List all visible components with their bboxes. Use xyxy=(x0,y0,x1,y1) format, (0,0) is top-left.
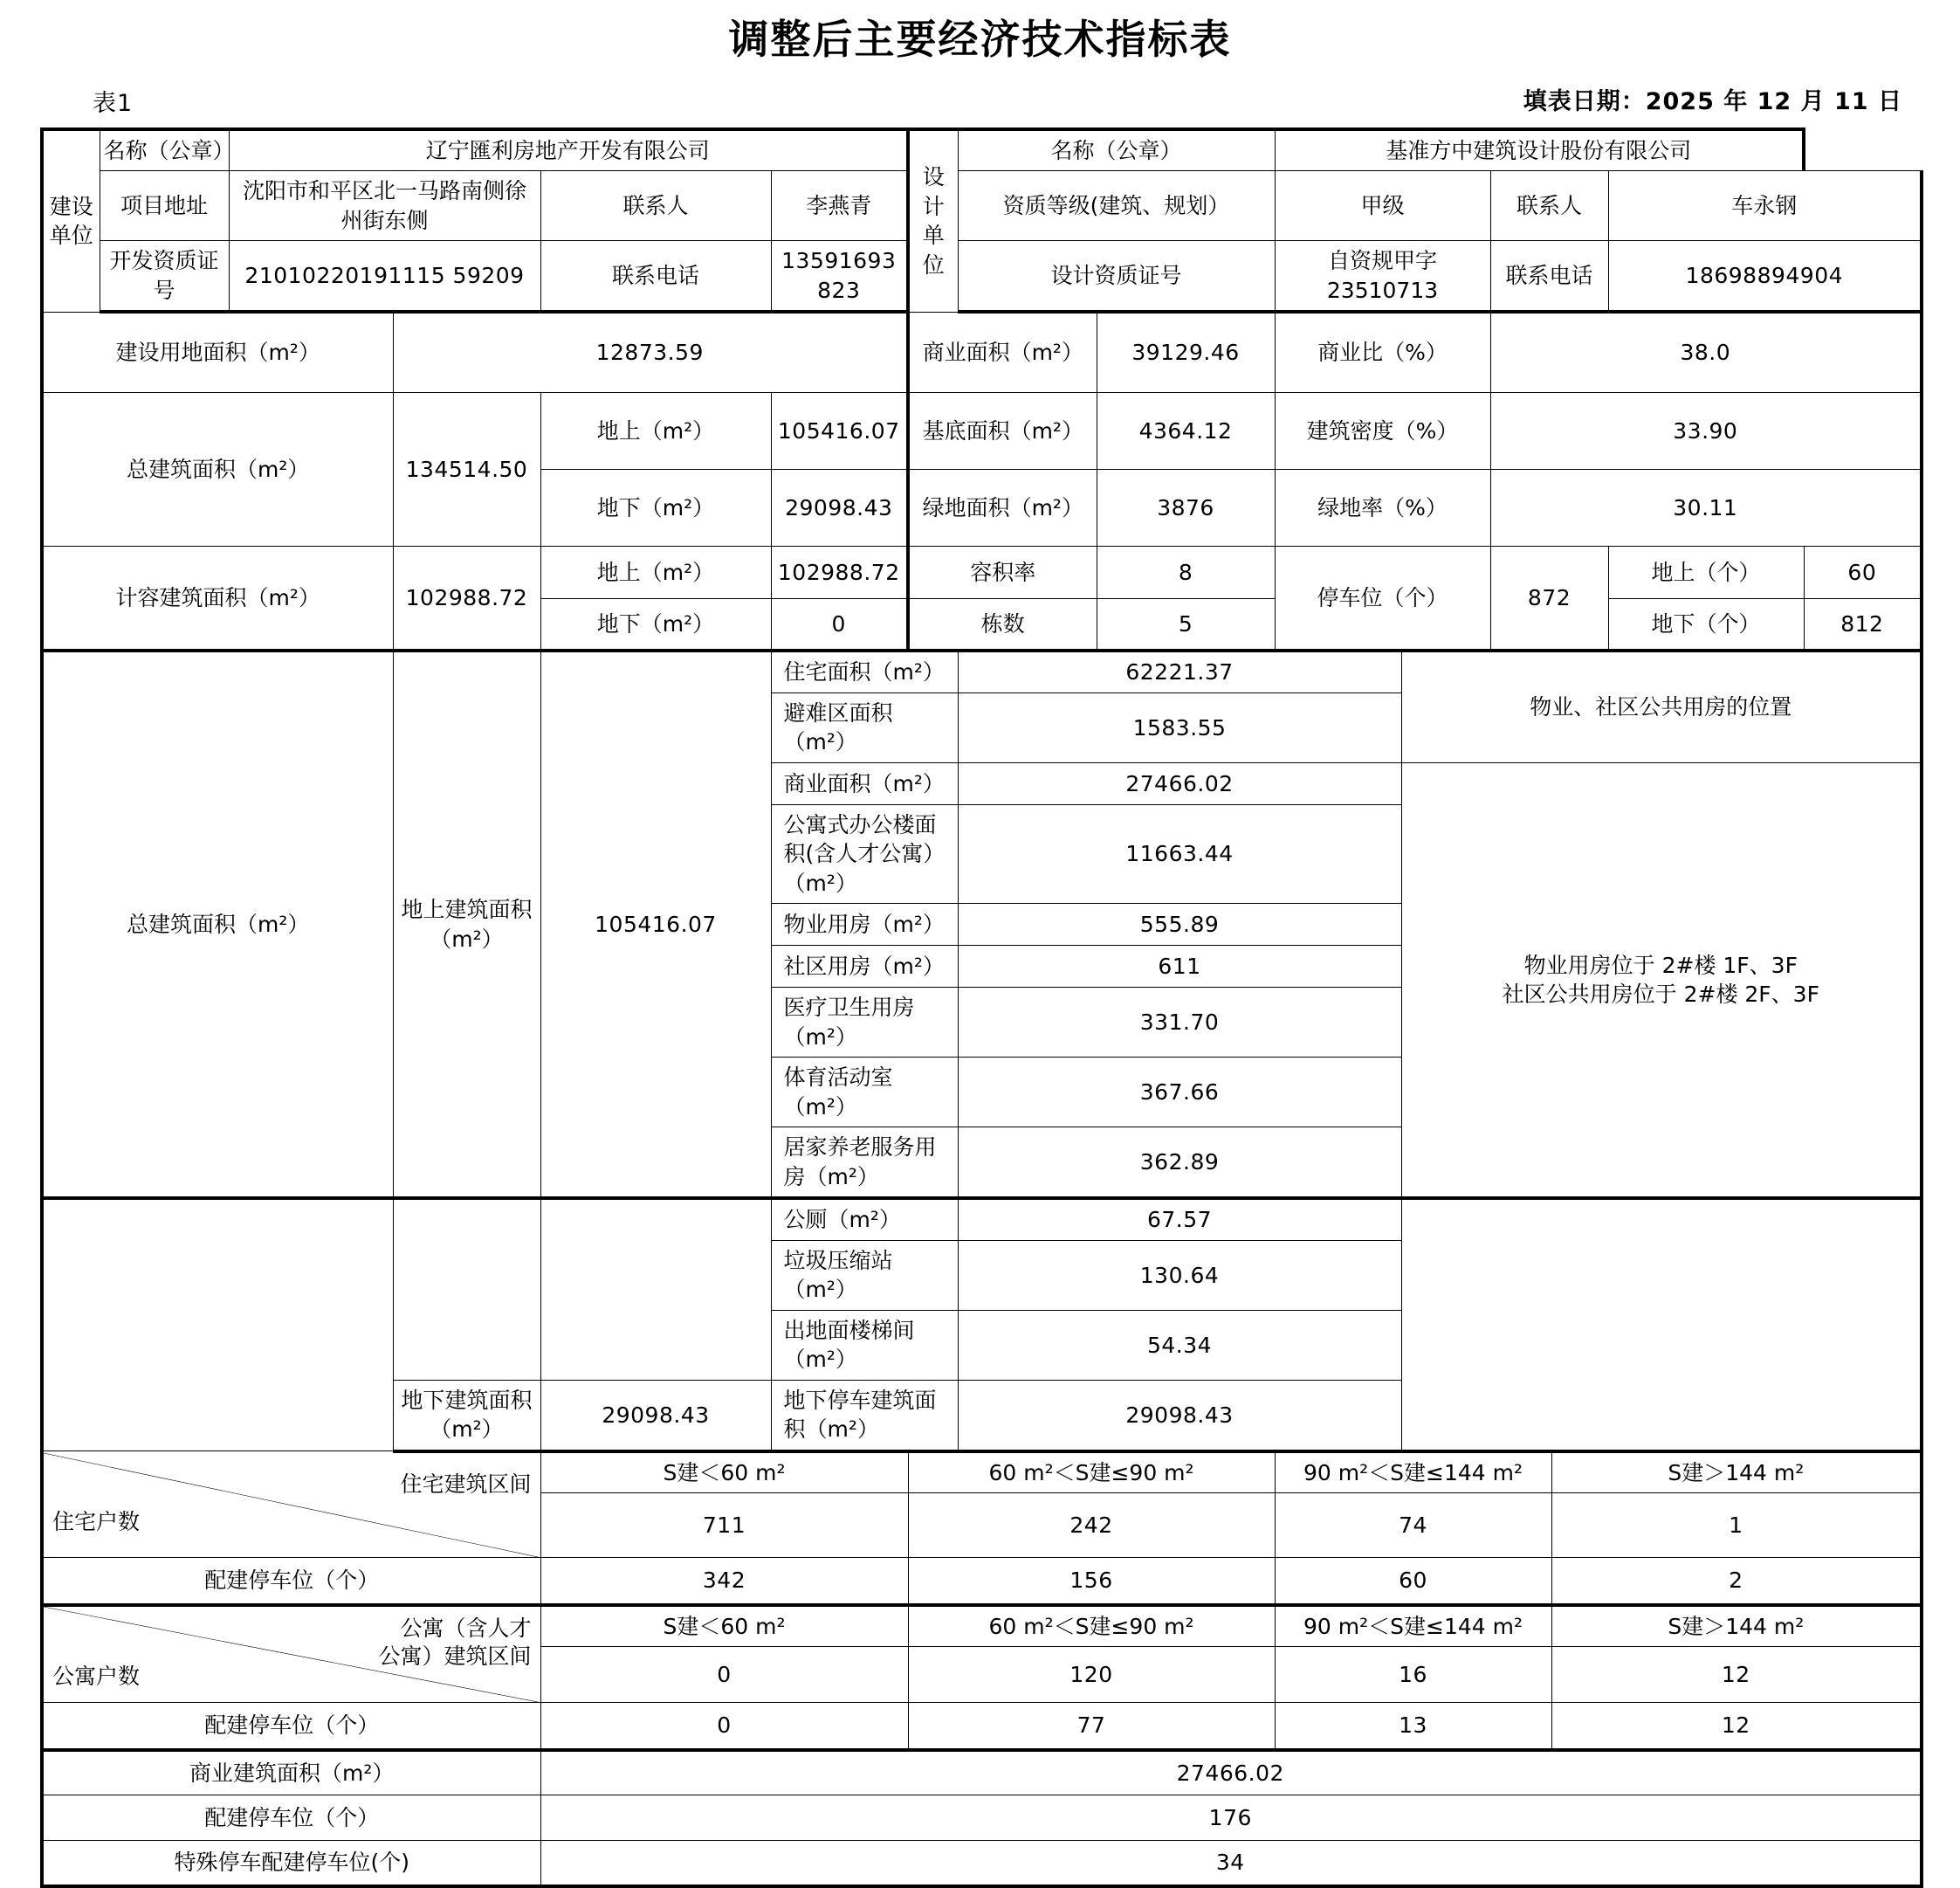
parking-above-value: 60 xyxy=(1804,546,1922,598)
apartment-households-0: 0 xyxy=(540,1647,908,1703)
breakdown-item-label: 社区用房（m²） xyxy=(771,946,958,988)
breakdown-item-value: 331.70 xyxy=(958,988,1401,1058)
page-title: 调整后主要经济技术指标表 xyxy=(728,16,1232,63)
far-label: 容积率 xyxy=(908,546,1097,598)
breakdown-item-label: 居家养老服务用房（m²） xyxy=(771,1127,958,1199)
base-area-label: 基底面积（m²） xyxy=(908,392,1097,469)
apartment-range-title-line1: 公寓（含人才 xyxy=(400,1615,532,1641)
far-area-above-label: 地上（m²） xyxy=(540,546,771,598)
breakdown-item-label: 公寓式办公楼面积(含人才公寓）（m²） xyxy=(771,804,958,904)
residential-range-0: S建＜60 m² xyxy=(540,1451,908,1493)
commercial-area-value: 39129.46 xyxy=(1097,312,1275,392)
fill-date xyxy=(1523,82,1902,116)
residential-parking-2: 60 xyxy=(1275,1558,1551,1605)
du-phone-value: 18698894904 xyxy=(1608,241,1922,313)
apartment-households-2: 16 xyxy=(1275,1647,1551,1703)
cu-phone-value: 13591693823 xyxy=(771,241,908,313)
land-area-value: 12873.59 xyxy=(393,312,908,392)
apartment-parking-2: 13 xyxy=(1275,1703,1551,1750)
residential-households-0: 711 xyxy=(540,1493,908,1558)
total-area-under-value: 29098.43 xyxy=(771,469,908,546)
residential-range-2: 90 m²＜S建≤144 m² xyxy=(1275,1451,1551,1493)
apartment-household-title: 公寓户数 xyxy=(52,1663,141,1689)
breakdown-item-label: 医疗卫生用房（m²） xyxy=(771,988,958,1058)
residential-range-3: S建＞144 m² xyxy=(1551,1451,1922,1493)
cu-address-value: 沈阳市和平区北一马路南侧徐州街东侧 xyxy=(229,171,540,241)
parking-label: 停车位（个） xyxy=(1275,546,1490,651)
land-area-label: 建设用地面积（m²） xyxy=(42,312,393,392)
apartment-households-1: 120 xyxy=(908,1647,1275,1703)
breakdown-item-label: 垃圾压缩站（m²） xyxy=(771,1240,958,1310)
apartment-parking-3: 12 xyxy=(1551,1703,1922,1750)
du-grade-label: 资质等级(建筑、规划） xyxy=(958,171,1275,241)
residential-range-title: 住宅建筑区间 xyxy=(400,1471,532,1497)
parking-under-label: 地下（个） xyxy=(1608,598,1804,651)
commercial-ratio-value: 38.0 xyxy=(1490,312,1922,392)
cu-name-label: 名称（公章） xyxy=(100,129,229,171)
breakdown-item-value: 367.66 xyxy=(958,1058,1401,1127)
residential-households-3: 1 xyxy=(1551,1493,1922,1558)
far-area-value: 102988.72 xyxy=(393,546,540,651)
far-area-under-value: 0 xyxy=(771,598,908,651)
breakdown-item-label: 商业面积（m²） xyxy=(771,762,958,804)
du-contact-label: 联系人 xyxy=(1490,171,1608,241)
du-name-label: 名称（公章） xyxy=(958,129,1275,171)
apartment-range-0: S建＜60 m² xyxy=(540,1605,908,1647)
breakdown-item-value: 27466.02 xyxy=(958,762,1401,804)
location-header: 物业、社区公共用房的位置 xyxy=(1401,651,1922,762)
breakdown-item-label: 体育活动室（m²） xyxy=(771,1058,958,1127)
du-grade-value: 甲级 xyxy=(1275,171,1490,241)
far-area-above-value: 102988.72 xyxy=(771,546,908,598)
subheader-row xyxy=(40,79,1920,126)
far-value: 8 xyxy=(1097,546,1275,598)
building-count-label: 栋数 xyxy=(908,598,1097,651)
apartment-parking-label: 配建停车位（个） xyxy=(42,1703,540,1750)
breakdown-item-label: 公厕（m²） xyxy=(771,1198,958,1240)
indicator-table xyxy=(40,127,1923,1888)
building-density-label: 建筑密度（%） xyxy=(1275,392,1490,469)
breakdown-item-value: 29098.43 xyxy=(958,1380,1401,1451)
breakdown-item-value: 362.89 xyxy=(958,1127,1401,1199)
green-ratio-label: 绿地率（%） xyxy=(1275,469,1490,546)
design-unit-row-label-text: 设计单位 xyxy=(922,164,945,278)
breakdown-item-value: 130.64 xyxy=(958,1240,1401,1310)
residential-household-title: 住宅户数 xyxy=(52,1508,141,1534)
building-count-value: 5 xyxy=(1097,598,1275,651)
base-area-value: 4364.12 xyxy=(1097,392,1275,469)
cu-contact-label: 联系人 xyxy=(540,171,771,241)
apartment-parking-1: 77 xyxy=(908,1703,1275,1750)
commercial-parking-value: 176 xyxy=(540,1795,1922,1841)
cu-name-value: 辽宁匯利房地产开发有限公司 xyxy=(229,129,908,171)
building-density-value: 33.90 xyxy=(1490,392,1922,469)
green-ratio-value: 30.11 xyxy=(1490,469,1922,546)
breakdown-item-value: 1583.55 xyxy=(958,692,1401,762)
commercial-parking-label: 配建停车位（个） xyxy=(42,1795,540,1841)
apartment-corner-header xyxy=(42,1605,540,1703)
apartment-parking-0: 0 xyxy=(540,1703,908,1750)
fill-date-label: 填表日期： xyxy=(1523,87,1646,115)
parking-above-label: 地上（个） xyxy=(1608,546,1804,598)
breakdown-item-label: 物业用房（m²） xyxy=(771,904,958,946)
location-note-line1: 物业用房位于 2#楼 1F、3F xyxy=(1523,952,1798,978)
residential-parking-3: 2 xyxy=(1551,1558,1922,1605)
green-area-label: 绿地面积（m²） xyxy=(908,469,1097,546)
far-area-under-label: 地下（m²） xyxy=(540,598,771,651)
construction-unit-row-label: 建设单位 xyxy=(42,129,100,313)
cu-license-label: 开发资质证号 xyxy=(100,241,229,313)
special-parking-label: 特殊停车配建停车位(个) xyxy=(42,1841,540,1886)
table-number: 表1 xyxy=(93,89,134,117)
breakdown-item-value: 11663.44 xyxy=(958,804,1401,904)
total-area-value: 134514.50 xyxy=(393,392,540,546)
apartment-range-1: 60 m²＜S建≤90 m² xyxy=(908,1605,1275,1647)
breakdown-item-value: 62221.37 xyxy=(958,651,1401,692)
du-name-value: 基准方中建筑设计股份有限公司 xyxy=(1275,129,1804,171)
breakdown-item-label: 住宅面积（m²） xyxy=(771,651,958,692)
total-area-above-label: 地上（m²） xyxy=(540,392,771,469)
du-phone-label: 联系电话 xyxy=(1490,241,1608,313)
breakdown-item-value: 611 xyxy=(958,946,1401,988)
parking-total: 872 xyxy=(1490,546,1608,651)
residential-corner-header xyxy=(42,1451,540,1558)
location-note-line2: 社区公共用房位于 2#楼 2F、3F xyxy=(1502,982,1819,1008)
apartment-range-2: 90 m²＜S建≤144 m² xyxy=(1275,1605,1551,1647)
cu-phone-label: 联系电话 xyxy=(540,241,771,313)
residential-parking-1: 156 xyxy=(908,1558,1275,1605)
breakdown-under-section xyxy=(42,1198,393,1451)
breakdown-above-label: 地上建筑面积（m²） xyxy=(393,651,540,1198)
breakdown-under-label: 地下建筑面积（m²） xyxy=(393,1380,540,1451)
apartment-range-3: S建＞144 m² xyxy=(1551,1605,1922,1647)
breakdown-section-label: 总建筑面积（m²） xyxy=(42,651,393,1198)
breakdown-under-blank xyxy=(393,1198,540,1380)
far-area-label: 计容建筑面积（m²） xyxy=(42,546,393,651)
residential-parking-0: 342 xyxy=(540,1558,908,1605)
breakdown-item-label: 地下停车建筑面积（m²） xyxy=(771,1380,958,1451)
residential-households-1: 242 xyxy=(908,1493,1275,1558)
du-cert-label: 设计资质证号 xyxy=(958,241,1275,313)
breakdown-item-value: 555.89 xyxy=(958,904,1401,946)
commercial-area-row-value: 27466.02 xyxy=(540,1750,1922,1795)
breakdown-under-blank-value xyxy=(540,1198,771,1380)
total-area-under-label: 地下（m²） xyxy=(540,469,771,546)
residential-range-1: 60 m²＜S建≤90 m² xyxy=(908,1451,1275,1493)
special-parking-value: 34 xyxy=(540,1841,1922,1886)
residential-households-2: 74 xyxy=(1275,1493,1551,1558)
breakdown-above-value: 105416.07 xyxy=(540,651,771,1198)
total-area-label: 总建筑面积（m²） xyxy=(42,392,393,546)
du-contact-value: 车永钢 xyxy=(1608,171,1922,241)
location-note-bottom-blank xyxy=(1401,1198,1922,1451)
breakdown-item-value: 67.57 xyxy=(958,1198,1401,1240)
residential-parking-label: 配建停车位（个） xyxy=(42,1558,540,1605)
apartment-range-title-line2: 公寓）建筑区间 xyxy=(378,1643,532,1670)
design-unit-row-label xyxy=(908,129,958,313)
fill-date-value: 2025 年 12 月 11 日 xyxy=(1645,87,1902,115)
commercial-area-label: 商业面积（m²） xyxy=(908,312,1097,392)
green-area-value: 3876 xyxy=(1097,469,1275,546)
breakdown-item-label: 出地面楼梯间（m²） xyxy=(771,1310,958,1380)
du-cert-value: 自资规甲字 23510713 xyxy=(1275,241,1490,313)
breakdown-item-label: 避难区面积（m²） xyxy=(771,692,958,762)
commercial-area-row-label: 商业建筑面积（m²） xyxy=(42,1750,540,1795)
cu-license-value: 21010220191115 59209 xyxy=(229,241,540,313)
breakdown-item-value: 54.34 xyxy=(958,1310,1401,1380)
location-note xyxy=(1401,762,1922,1198)
cu-address-label: 项目地址 xyxy=(100,171,229,241)
apartment-households-3: 12 xyxy=(1551,1647,1922,1703)
parking-under-value: 812 xyxy=(1804,598,1922,651)
cu-contact-value: 李燕青 xyxy=(771,171,908,241)
commercial-ratio-label: 商业比（%） xyxy=(1275,312,1490,392)
breakdown-under-value: 29098.43 xyxy=(540,1380,771,1451)
total-area-above-value: 105416.07 xyxy=(771,392,908,469)
apartment-range-title xyxy=(378,1615,531,1671)
